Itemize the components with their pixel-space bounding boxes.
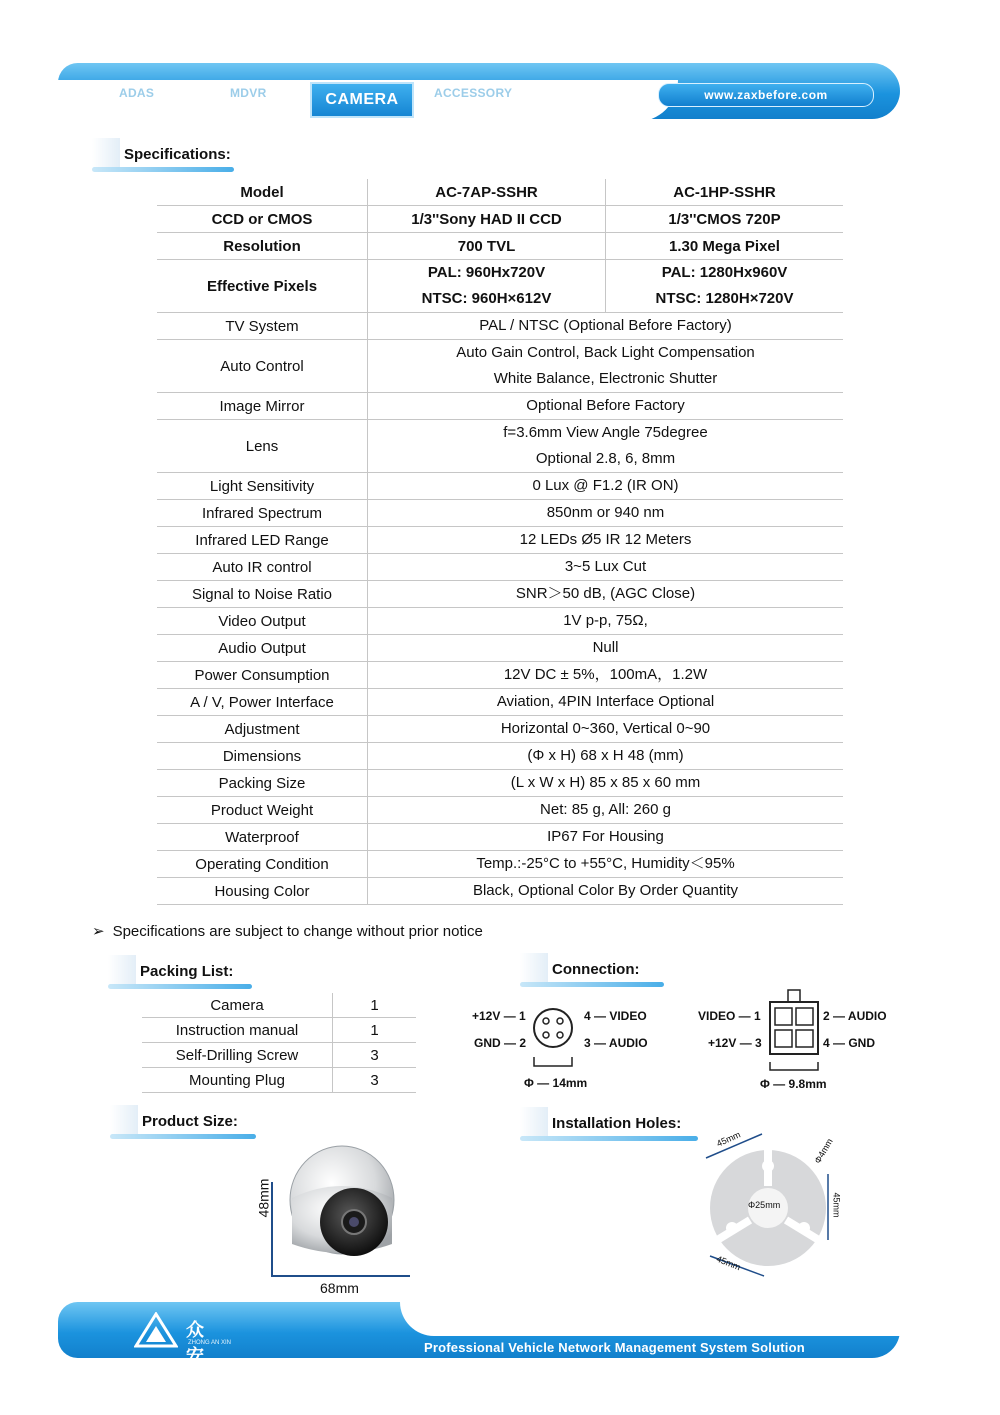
spec-label: Effective Pixels <box>157 260 368 313</box>
packing-qty: 3 <box>333 1068 417 1093</box>
spec-value <box>368 743 844 770</box>
spec-value <box>368 797 844 824</box>
connection-heading: Connection: <box>520 953 664 987</box>
center-dia-label: Φ25mm <box>748 1200 781 1210</box>
spec-value-line: 1V p-p, 75Ω, <box>563 612 648 629</box>
spec-value <box>368 260 606 313</box>
spec-label: Image Mirror <box>157 393 368 420</box>
packing-qty: 1 <box>333 1018 417 1043</box>
packing-qty: 3 <box>333 1043 417 1068</box>
spec-value <box>368 878 844 905</box>
product-size-figure <box>250 1134 420 1302</box>
spec-label: Infrared LED Range <box>157 527 368 554</box>
spec-value: 1/3''CMOS 720P <box>606 206 844 233</box>
logo-icon <box>134 1312 178 1348</box>
spec-table <box>157 179 843 905</box>
spec-label: TV System <box>157 313 368 340</box>
spec-value-line: Optional 2.8, 6, 8mm <box>535 450 676 467</box>
spec-value: AC-7AP-SSHR <box>368 179 606 206</box>
spec-label: Waterproof <box>157 824 368 851</box>
spec-value: AC-1HP-SSHR <box>606 179 844 206</box>
dome-camera-icon <box>250 1134 420 1302</box>
spec-row <box>157 206 843 233</box>
spec-row <box>157 851 843 878</box>
spec-value <box>368 500 844 527</box>
spec-row <box>157 340 843 393</box>
spec-value <box>368 824 844 851</box>
spec-label: Auto IR control <box>157 554 368 581</box>
spec-value-line: (Φ x H) 68 x H 48 (mm) <box>527 747 684 764</box>
spec-value <box>368 393 844 420</box>
spec-label: Signal to Noise Ratio <box>157 581 368 608</box>
nav-mdvr[interactable]: MDVR <box>230 86 267 100</box>
spec-row <box>157 420 843 473</box>
spec-row <box>157 689 843 716</box>
installation-heading: Installation Holes: <box>520 1107 698 1141</box>
spec-value <box>368 473 844 500</box>
spec-value-line: 12 LEDs Ø5 IR 12 Meters <box>519 531 692 548</box>
spec-value-line: Horizontal 0~360, Vertical 0~90 <box>500 720 711 737</box>
spec-label: Dimensions <box>157 743 368 770</box>
spec-label: Audio Output <box>157 635 368 662</box>
packing-row <box>142 993 416 1018</box>
spec-row <box>157 797 843 824</box>
spec-label: Operating Condition <box>157 851 368 878</box>
spec-row <box>157 716 843 743</box>
spec-value <box>368 662 844 689</box>
spec-value-line: IP67 For Housing <box>547 828 664 845</box>
spec-label: Light Sensitivity <box>157 473 368 500</box>
spec-value <box>368 527 844 554</box>
spec-row <box>157 527 843 554</box>
spec-value <box>368 635 844 662</box>
nav-camera[interactable]: CAMERA <box>310 82 414 118</box>
spec-value <box>368 716 844 743</box>
packing-row <box>142 1018 416 1043</box>
round-connector-diagram: +12V — 1 GND — 2 4 — VIDEO 3 — AUDIO Φ — 14mm <box>470 1002 660 1094</box>
spec-row <box>157 581 843 608</box>
spec-row <box>157 473 843 500</box>
spec-note: ➢ Specifications are subject to change without prior notice <box>92 923 483 940</box>
bottom-dim-label: 45mm <box>715 1253 742 1273</box>
spec-value-line: White Balance, Electronic Shutter <box>493 370 718 387</box>
spec-value-line: Black, Optional Color By Order Quantity <box>472 882 739 899</box>
spec-value <box>368 340 844 393</box>
arrow-bullet-icon: ➢ <box>92 923 105 940</box>
spec-label: Power Consumption <box>157 662 368 689</box>
spec-label: Housing Color <box>157 878 368 905</box>
nav-accessory[interactable]: ACCESSORY <box>434 86 513 100</box>
spec-value-line: Optional Before Factory <box>526 397 685 414</box>
spec-label: Video Output <box>157 608 368 635</box>
spec-value: 700 TVL <box>368 233 606 260</box>
square-connector-diagram: VIDEO — 1 +12V — 3 2 — AUDIO 4 — GND Φ — 9.8mm <box>696 988 896 1094</box>
spec-value-line: Auto Gain Control, Back Light Compensation <box>456 344 755 361</box>
spec-value <box>368 851 844 878</box>
spec-row <box>157 500 843 527</box>
spec-value-line: 850nm or 940 nm <box>546 504 665 521</box>
spec-value-line: NTSC: 960H×612V <box>421 290 552 307</box>
spec-label: Adjustment <box>157 716 368 743</box>
spec-value <box>368 770 844 797</box>
spec-value <box>368 689 844 716</box>
spec-value-line: Net: 85 g, All: 260 g <box>540 801 671 818</box>
width-label: 68mm <box>320 1280 359 1296</box>
spec-row <box>157 824 843 851</box>
hole-dia-label: Φ4mm <box>812 1136 835 1166</box>
spec-label: Infrared Spectrum <box>157 500 368 527</box>
spec-value-line: SNR＞50 dB, (AGC Close) <box>515 585 696 602</box>
spec-row <box>157 393 843 420</box>
packing-item: Instruction manual <box>142 1018 333 1043</box>
spec-label: Model <box>157 179 368 206</box>
spec-value <box>368 554 844 581</box>
spec-label: Auto Control <box>157 340 368 393</box>
spec-row <box>157 179 843 206</box>
spec-label: CCD or CMOS <box>157 206 368 233</box>
footer-inner <box>400 1302 920 1336</box>
packing-item: Camera <box>142 993 333 1018</box>
spec-row <box>157 635 843 662</box>
website-link[interactable]: www.zaxbefore.com <box>658 83 874 107</box>
spec-value <box>368 608 844 635</box>
spec-value <box>368 420 844 473</box>
packing-item: Self-Drilling Screw <box>142 1043 333 1068</box>
spec-row <box>157 662 843 689</box>
spec-row <box>157 313 843 340</box>
footer-slogan: Professional Vehicle Network Management System Solution <box>424 1340 805 1355</box>
nav-adas[interactable]: ADAS <box>119 86 155 100</box>
packing-qty: 1 <box>333 993 417 1018</box>
spec-row <box>157 233 843 260</box>
spec-row <box>157 770 843 797</box>
spec-label: Lens <box>157 420 368 473</box>
packing-item: Mounting Plug <box>142 1068 333 1093</box>
packing-table <box>142 993 416 1093</box>
spec-row <box>157 608 843 635</box>
spec-row <box>157 878 843 905</box>
spec-value: 1/3''Sony HAD II CCD <box>368 206 606 233</box>
spec-label: Packing Size <box>157 770 368 797</box>
packing-heading: Packing List: <box>108 955 252 989</box>
spec-value-line: PAL: 1280Hx960V <box>661 264 788 281</box>
spec-value-line: PAL: 960Hx720V <box>427 264 546 281</box>
brand-logo: 众安鑫 ZHONG AN XIN <box>134 1312 178 1353</box>
spec-row <box>157 743 843 770</box>
packing-row <box>142 1068 416 1093</box>
spec-value-line: Aviation, 4PIN Interface Optional <box>496 693 715 710</box>
top-dim-label: 45mm <box>715 1129 742 1149</box>
spec-value-line: NTSC: 1280H×720V <box>655 290 794 307</box>
spec-value-line: 3~5 Lux Cut <box>564 558 647 575</box>
spec-value-line: 0 Lux @ F1.2 (IR ON) <box>532 477 679 494</box>
spec-row <box>157 260 843 313</box>
spec-value-line: 12V DC ± 5%，100mA，1.2W <box>503 666 708 683</box>
spec-label: Product Weight <box>157 797 368 824</box>
spec-value: 1.30 Mega Pixel <box>606 233 844 260</box>
spec-row <box>157 554 843 581</box>
spec-value <box>368 581 844 608</box>
spec-label: A / V, Power Interface <box>157 689 368 716</box>
spec-label: Resolution <box>157 233 368 260</box>
spec-value-line: Null <box>592 639 619 656</box>
spec-value <box>368 313 844 340</box>
right-dim-label: 45mm <box>831 1192 842 1218</box>
spec-value-line: f=3.6mm View Angle 75degree <box>503 424 708 441</box>
packing-row <box>142 1043 416 1068</box>
spec-value <box>606 260 844 313</box>
height-label: 48mm <box>255 1178 272 1218</box>
specifications-heading: Specifications: <box>92 138 234 172</box>
product-size-heading: Product Size: <box>110 1105 256 1139</box>
spec-value-line: (L x W x H) 85 x 85 x 60 mm <box>510 774 701 791</box>
spec-value-line: PAL / NTSC (Optional Before Factory) <box>479 317 732 334</box>
installation-holes-figure <box>700 1128 850 1278</box>
spec-value-line: Temp.:-25°C to +55°C, Humidity＜95% <box>476 855 735 872</box>
